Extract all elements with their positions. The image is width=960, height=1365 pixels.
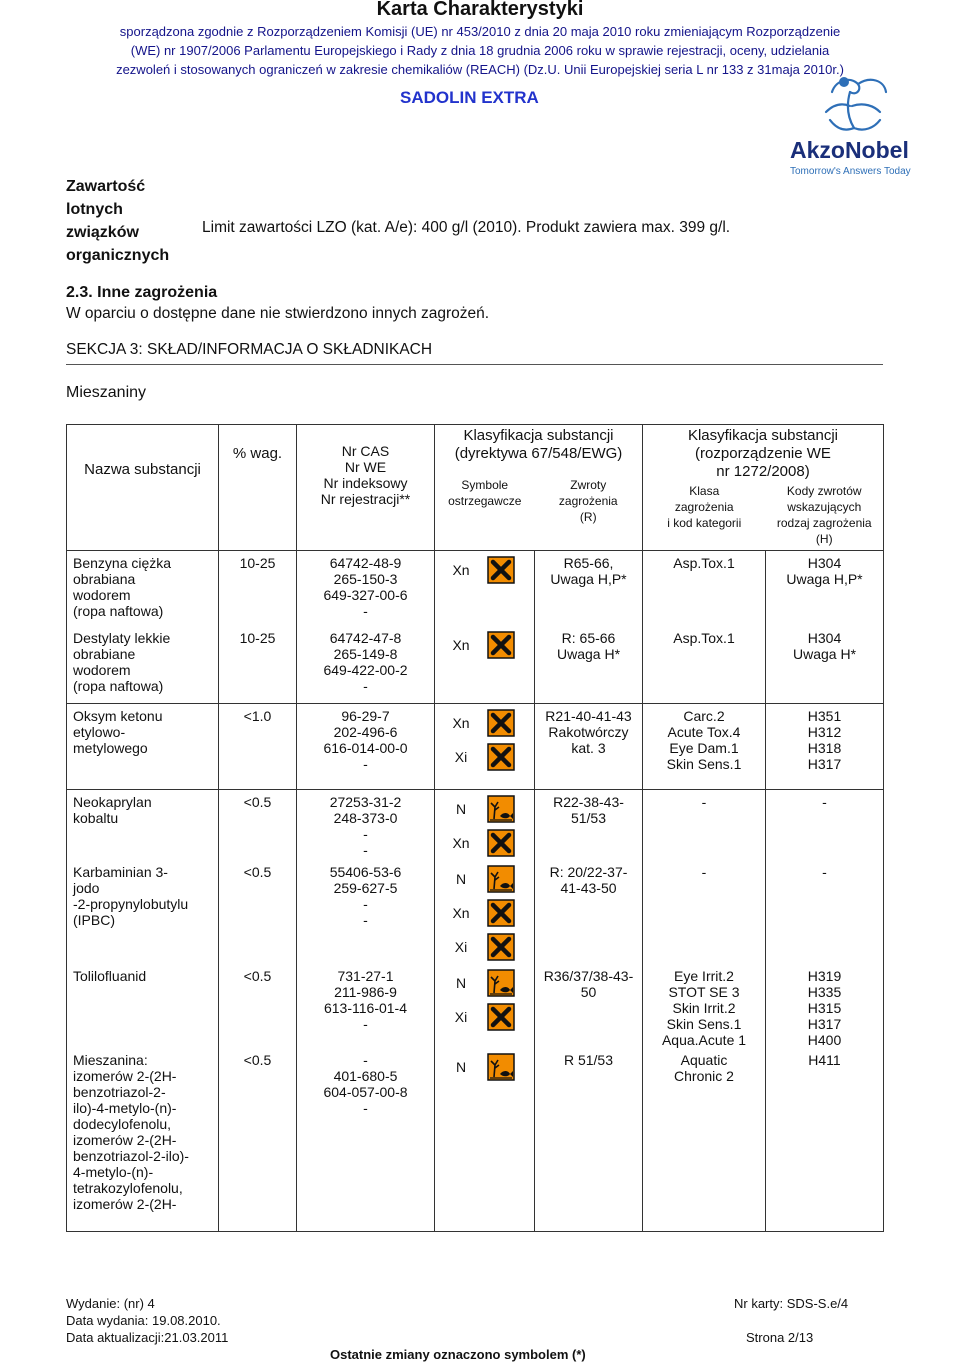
regulation-line-3: zezwoleń i stosowanych ograniczeń w zakresie chemikaliów (REACH) (Dz.U. Unii Europejskiej seria L nr 133 z 31maja 2010r.) <box>116 62 844 77</box>
environment-hazard-icon <box>487 865 515 893</box>
substance-identifiers: 96-29-7 202-496-6 616-014-00-0 - <box>297 704 435 790</box>
table-row <box>67 790 884 861</box>
table-row <box>67 1048 884 1232</box>
substance-name: Benzyna ciężka obrabiana wodorem (ropa naftowa) <box>67 551 219 627</box>
header-dsd-classification: Klasyfikacja substancji (dyrektywa 67/548/EWG) Symbole ostrzegawcze Zwroty zagrożenia (R) <box>435 425 643 551</box>
symbol-code: Xi <box>454 939 468 955</box>
table-header-row <box>67 425 884 551</box>
substance-identifiers: 27253-31-2 248-373-0 - - <box>297 790 435 861</box>
akzonobel-logo <box>766 62 936 182</box>
warning-symbols <box>435 626 535 704</box>
weight-percent: <0.5 <box>219 964 297 1048</box>
warning-symbols <box>435 551 535 627</box>
header-hazard-class: Klasa zagrożenia i kod kategorii <box>667 484 742 530</box>
header-r-phrases: Zwroty zagrożenia (R) <box>558 478 618 524</box>
logo-wordmark: AkzoNobel <box>790 137 909 163</box>
section-2-3-text: W oparciu o dostępne dane nie stwierdzono innych zagrożeń. <box>66 305 490 322</box>
symbol-code: N <box>455 975 467 991</box>
r-phrases: R65-66, Uwaga H,P* <box>535 551 643 627</box>
table-row <box>67 626 884 704</box>
substance-name: Neokaprylan kobaltu <box>67 790 219 861</box>
mixtures-heading: Mieszaniny <box>66 384 147 401</box>
substance-name: Tolilofluanid <box>67 964 219 1048</box>
footer-card-number: Nr karty: SDS-S.e/4 <box>734 1296 849 1311</box>
footer-issue-date: Data wydania: 19.08.2010. <box>66 1313 221 1328</box>
substance-identifiers: 64742-48-9 265-150-3 649-327-00-6 - <box>297 551 435 627</box>
weight-percent: <1.0 <box>219 704 297 790</box>
h-codes: H304 Uwaga H* <box>766 626 884 704</box>
voc-label: Zawartość lotnych związków organicznych <box>66 178 170 264</box>
header-name: Nazwa substancji <box>67 425 219 551</box>
harmful-cross-icon <box>487 709 515 737</box>
h-codes: - <box>766 790 884 861</box>
warning-symbols <box>435 964 535 1048</box>
r-phrases: R 51/53 <box>535 1048 643 1232</box>
symbol-code: Xn <box>452 905 470 921</box>
header-symbols: Symbole ostrzegawcze <box>448 478 522 508</box>
substance-identifiers: 64742-47-8 265-149-8 649-422-00-2 - <box>297 626 435 704</box>
symbol-code: N <box>455 871 467 887</box>
composition-table <box>66 424 884 1232</box>
symbol-code: Xi <box>454 749 468 765</box>
harmful-cross-icon <box>487 899 515 927</box>
footer-changes-note: Ostatnie zmiany oznaczono symbolem (*) <box>330 1347 586 1362</box>
h-codes: H351 H312 H318 H317 <box>766 704 884 790</box>
weight-percent: <0.5 <box>219 1048 297 1232</box>
harmful-cross-icon <box>487 933 515 961</box>
table-row <box>67 704 884 790</box>
hazard-class: Eye Irrit.2 STOT SE 3 Skin Irrit.2 Skin Sens.1 Aqua.Acute 1 <box>643 964 766 1048</box>
section-2-3-heading: 2.3. Inne zagrożenia <box>66 284 218 301</box>
h-codes: - <box>766 860 884 964</box>
environment-hazard-icon <box>487 1053 515 1081</box>
symbol-code: Xn <box>452 715 470 731</box>
r-phrases: R: 20/22-37- 41-43-50 <box>535 860 643 964</box>
harmful-cross-icon <box>487 1003 515 1031</box>
document-title: Karta Charakterystyki <box>376 0 584 20</box>
substance-name: Mieszanina: izomerów 2-(2H- benzotriazol-2- ilo)-4-metylo-(n)- dodecylofenolu, izomerów 2-(2H- benzotriazol-2-ilo)- 4-metylo-(n)- tetrakozylofenolu, izomerów 2-(2H- <box>67 1048 219 1232</box>
hazard-class: Asp.Tox.1 <box>643 626 766 704</box>
substance-identifiers: 55406-53-6 259-627-5 - - <box>297 860 435 964</box>
product-name: SADOLIN EXTRA <box>400 88 539 107</box>
section-3-heading: SEKCJA 3: SKŁAD/INFORMACJA O SKŁADNIKACH <box>66 341 433 358</box>
regulation-line-1: sporządzona zgodnie z Rozporządzeniem Komisji (UE) nr 453/2010 z dnia 20 maja 2010 roku zmieniającym Rozporządzenie <box>119 24 841 39</box>
r-phrases: R21-40-41-43 Rakotwórczy kat. 3 <box>535 704 643 790</box>
weight-percent: 10-25 <box>219 626 297 704</box>
harmful-cross-icon <box>487 631 515 659</box>
environment-hazard-icon <box>487 969 515 997</box>
hazard-class: - <box>643 860 766 964</box>
hazard-class: Asp.Tox.1 <box>643 551 766 627</box>
footer-page-number: Strona 2/13 <box>746 1330 814 1345</box>
r-phrases: R36/37/38-43- 50 <box>535 964 643 1048</box>
h-codes: H304 Uwaga H,P* <box>766 551 884 627</box>
symbol-code: Xi <box>454 1009 468 1025</box>
header-weight: % wag. <box>219 425 297 551</box>
substance-name: Oksym ketonu etylowo- metylowego <box>67 704 219 790</box>
substance-name: Karbaminian 3- jodo -2-propynylobutylu (IPBC) <box>67 860 219 964</box>
footer-issue: Wydanie: (nr) 4 <box>66 1296 155 1311</box>
substance-identifiers: 731-27-1 211-986-9 613-116-01-4 - <box>297 964 435 1048</box>
voc-limit-text: Limit zawartości LZO (kat. A/e): 400 g/l (2010). Produkt zawiera max. 399 g/l. <box>202 219 731 236</box>
warning-symbols <box>435 860 535 964</box>
header-identifiers: Nr CAS Nr WE Nr indeksowy Nr rejestracji** <box>297 425 435 551</box>
table-row <box>67 551 884 627</box>
h-codes: H319 H335 H315 H317 H400 <box>766 964 884 1048</box>
hazard-class: Carc.2 Acute Tox.4 Eye Dam.1 Skin Sens.1 <box>643 704 766 790</box>
harmful-cross-icon <box>487 829 515 857</box>
environment-hazard-icon <box>487 795 515 823</box>
symbol-code: N <box>455 801 467 817</box>
section-divider <box>66 364 883 365</box>
header-clp-classification: Klasyfikacja substancji (rozporządzenie WE nr 1272/2008) Klasa zagrożenia i kod kategorii Kody zwrotów wskazujących rodzaj zagrożenia (H) <box>643 425 884 551</box>
weight-percent: <0.5 <box>219 790 297 861</box>
r-phrases: R22-38-43- 51/53 <box>535 790 643 861</box>
symbol-code: Xn <box>452 835 470 851</box>
weight-percent: <0.5 <box>219 860 297 964</box>
warning-symbols <box>435 1048 535 1232</box>
symbol-code: N <box>455 1059 467 1075</box>
footer-update-date: Data aktualizacji:21.03.2011 <box>66 1330 229 1345</box>
table-row <box>67 860 884 964</box>
harmful-cross-icon <box>487 556 515 584</box>
logo-tagline: Tomorrow's Answers Today <box>790 166 911 177</box>
hazard-class: - <box>643 790 766 861</box>
regulation-line-2: (WE) nr 1907/2006 Parlamentu Europejskiego i Rady z dnia 18 grudnia 2006 roku w sprawie rejestracji, oceny, udzielania <box>130 43 830 58</box>
substance-name: Destylaty lekkie obrabiane wodorem (ropa naftowa) <box>67 626 219 704</box>
hazard-class: Aquatic Chronic 2 <box>643 1048 766 1232</box>
substance-identifiers: - 401-680-5 604-057-00-8 - <box>297 1048 435 1232</box>
weight-percent: 10-25 <box>219 551 297 627</box>
h-codes: H411 <box>766 1048 884 1232</box>
r-phrases: R: 65-66 Uwaga H* <box>535 626 643 704</box>
harmful-cross-icon <box>487 743 515 771</box>
warning-symbols <box>435 790 535 861</box>
table-row <box>67 964 884 1048</box>
warning-symbols <box>435 704 535 790</box>
symbol-code: Xn <box>452 562 470 578</box>
header-h-codes: Kody zwrotów wskazujących rodzaj zagrożenia (H) <box>776 484 872 546</box>
symbol-code: Xn <box>452 637 470 653</box>
